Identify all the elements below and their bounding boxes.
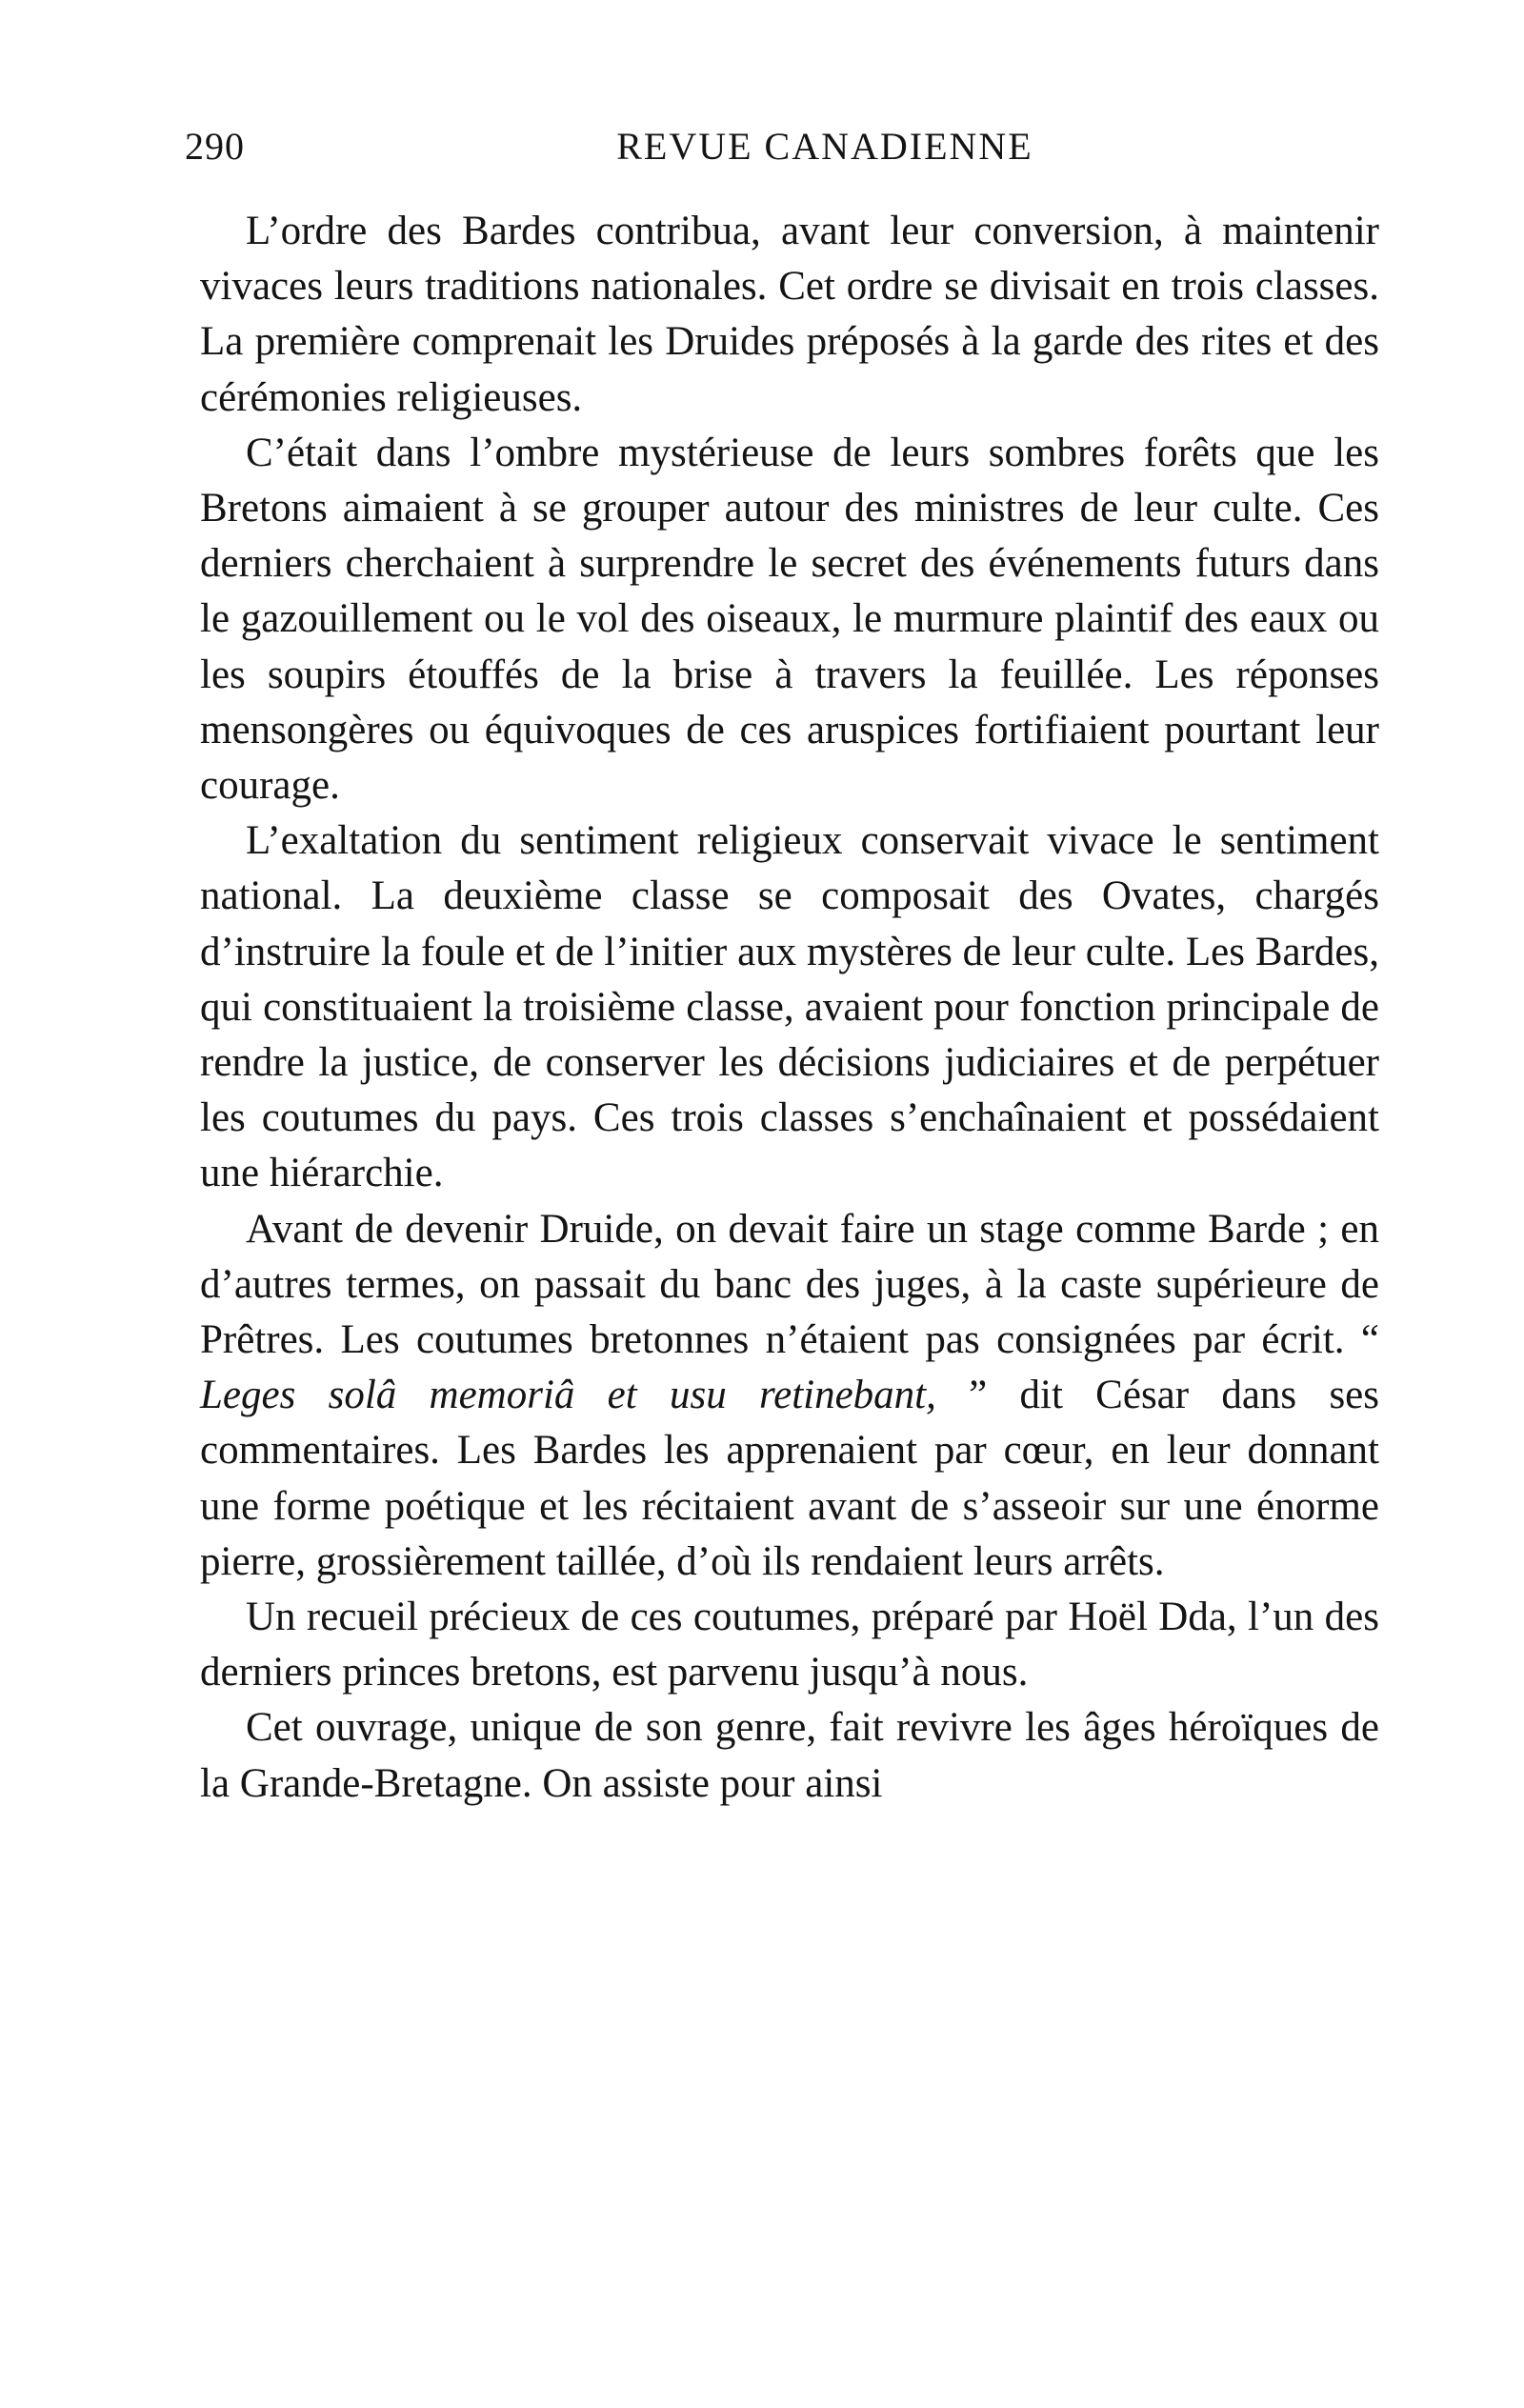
paragraph-text: Un recueil précieux de ces coutumes, préparé par Hoël Dda, l’un des derniers princes bretons, est parvenu jusqu’à nous. [200,1595,1379,1696]
page-number: 290 [185,125,245,168]
latin-quote: Leges solâ memoriâ et usu retinebant, [200,1373,936,1418]
paragraph-text: C’était dans l’ombre mystérieuse de leurs sombres forêts que les Bretons aimaient à se grouper autour des ministres de leur culte. Ces derniers cherchaient à surprendre le secret des événements futurs dans le gazouillement ou le vol des oiseaux, le murmure plaintif des eaux ou les soupirs étouffés de la brise à travers la feuillée. Les réponses mensongères ou équivoques de ces aruspices fortifiaient pourtant leur courage. [200,430,1379,809]
running-title: REVUE CANADIENNE [616,125,1033,168]
paragraph-text-before-quote: Avant de devenir Druide, on devait faire un stage comme Barde ; en d’autres termes, on passait du banc des juges, à la caste supérieure de Prêtres. Les coutumes bretonnes n’étaient pas consignées par écrit. “ [200,1206,1379,1363]
paragraph-3 [200,813,1379,1201]
paragraph-1 [200,204,1379,426]
page-header [185,118,1389,175]
paragraph-2 [200,426,1379,813]
paragraph-4 [200,1202,1379,1590]
body-text [200,204,1379,1812]
paragraph-text: L’exaltation du sentiment religieux conservait vivace le sentiment national. La deuxième classe se composait des Ovates, chargés d’instruire la foule et de l’initier aux mystères de leur culte. Les Bardes, qui constituaient la troisième classe, avaient pour fonction principale de rendre la justice, de conserver les décisions judiciaires et de perpétuer les coutumes du pays. Ces trois classes s’enchaînaient et possédaient une hiérarchie. [200,818,1379,1196]
paragraph-6 [200,1700,1379,1811]
paragraph-text: Cet ouvrage, unique de son genre, fait revivre les âges héroïques de la Grande-Bretagne. On assiste pour ainsi [200,1705,1379,1806]
paragraph-text: L’ordre des Bardes contribua, avant leur conversion, à maintenir vivaces leurs traditions nationales. Cet ordre se divisait en trois classes. La première comprenait les Druides préposés à la garde des rites et des cérémonies religieuses. [200,209,1379,420]
paragraph-text-after-quote: ” dit César dans ses commentaires. Les Bardes les apprenaient par cœur, en leur donnant une forme poétique et les récitaient avant de s’asseoir sur une énorme pierre, grossièrement taillée, d’où ils rendaient leurs arrêts. [200,1373,1379,1584]
paragraph-5 [200,1590,1379,1700]
